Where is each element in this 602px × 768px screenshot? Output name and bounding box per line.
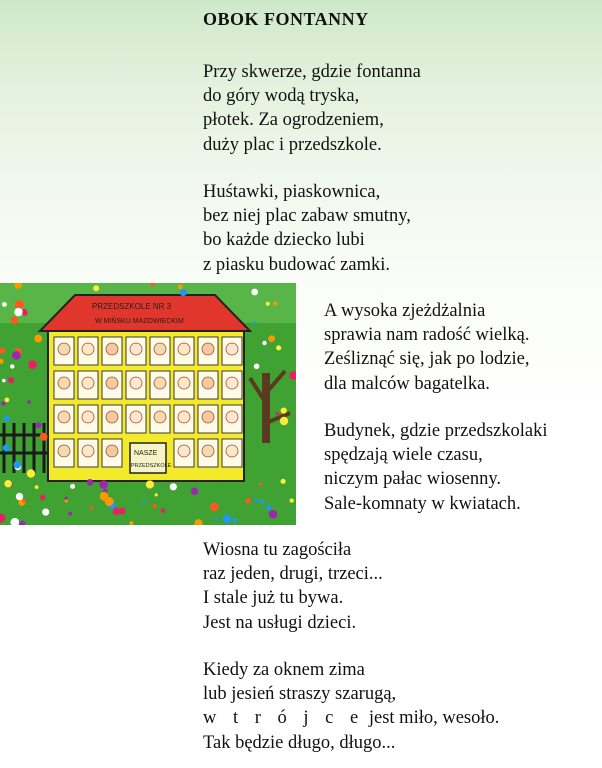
flower <box>3 444 10 451</box>
flower <box>8 377 14 383</box>
child-face <box>82 377 94 389</box>
flower <box>281 479 286 484</box>
verse-line: sprawia nam radość wielką. <box>324 325 530 346</box>
flower <box>113 508 120 515</box>
flower <box>245 498 251 504</box>
flower <box>13 461 21 469</box>
verse-line: Sale-komnaty w kwiatach. <box>324 493 521 514</box>
flower <box>223 514 232 523</box>
flower <box>11 316 19 324</box>
child-face <box>154 377 166 389</box>
flower <box>27 469 35 477</box>
flower <box>191 488 198 495</box>
flower <box>10 364 14 368</box>
flower <box>143 500 146 503</box>
flower <box>251 289 258 296</box>
flower <box>68 512 72 516</box>
child-face <box>154 343 166 355</box>
flower <box>12 351 21 360</box>
verse-line: dla malców bagatelka. <box>324 373 490 394</box>
flower <box>70 484 75 489</box>
child-face <box>58 377 70 389</box>
flower <box>4 480 11 487</box>
flower <box>15 302 19 306</box>
child-face <box>178 343 190 355</box>
verse-line: z piasku budować zamki. <box>203 254 390 275</box>
flower <box>90 506 93 509</box>
flower <box>16 493 23 500</box>
child-face <box>202 445 214 457</box>
flower <box>253 321 256 324</box>
flower <box>281 408 287 414</box>
flower <box>5 398 10 403</box>
stanza-1 <box>203 60 421 157</box>
child-face <box>226 445 238 457</box>
child-face <box>106 411 118 423</box>
verse-line: A wysoka zjeżdżalnia <box>324 301 486 321</box>
child-face <box>106 377 118 389</box>
child-face <box>82 343 94 355</box>
flower <box>262 341 266 345</box>
verse-line: raz jeden, drugi, trzeci... <box>203 564 383 585</box>
stanza-5 <box>203 538 383 635</box>
verse-line: bo każde dziecko lubi <box>203 230 365 251</box>
verse-line: Wiosna tu zagościła <box>203 540 352 560</box>
flower <box>276 345 281 350</box>
flower <box>2 302 7 307</box>
flower <box>36 422 42 428</box>
flower <box>28 360 37 369</box>
child-face <box>202 411 214 423</box>
spaced-word: w t r ó j c e <box>203 708 365 729</box>
flower <box>180 289 187 296</box>
flower <box>65 497 68 500</box>
stanza-2 <box>203 180 411 277</box>
flower <box>2 379 6 383</box>
child-face <box>178 445 190 457</box>
verse-line: spędzają wiele czasu, <box>324 445 483 466</box>
child-face <box>202 343 214 355</box>
verse-line: niczym pałac wiosenny. <box>324 469 502 490</box>
flower <box>40 433 48 441</box>
flower <box>22 310 27 315</box>
child-face <box>226 343 238 355</box>
child-face <box>178 411 190 423</box>
flower <box>266 302 270 306</box>
flower <box>290 498 294 502</box>
flower <box>266 505 271 510</box>
child-face <box>154 411 166 423</box>
flower <box>269 510 278 519</box>
flower <box>93 285 99 291</box>
verse-line: Jest na usługi dzieci. <box>203 612 357 633</box>
child-face <box>130 411 142 423</box>
sign-text-2: PRZEDSZKOLE <box>131 463 172 469</box>
child-face <box>58 445 70 457</box>
verse-line: Przy skwerze, gdzie fontanna <box>203 62 421 82</box>
flower <box>100 492 109 501</box>
flower <box>27 400 31 404</box>
verse-line: lub jesień straszy szarugą, <box>203 684 397 705</box>
flower <box>214 517 217 520</box>
child-face <box>82 445 94 457</box>
flower <box>35 485 39 489</box>
flower <box>146 480 154 488</box>
sign-text-1: NASZE <box>134 450 158 457</box>
flower <box>161 508 166 513</box>
roof-text-1: PRZEDSZKOLE NR 3 <box>92 302 172 311</box>
child-face <box>58 343 70 355</box>
child-face <box>58 411 70 423</box>
flower <box>259 483 262 486</box>
verse-line <box>203 706 499 730</box>
flower <box>4 416 10 422</box>
flower <box>152 504 156 508</box>
flower <box>178 285 183 290</box>
verse-line: Ześliznąć się, jak po lodzie, <box>324 349 530 370</box>
verse-line: duży plac i przedszkole. <box>203 134 382 155</box>
kindergarten-drawing <box>0 283 296 525</box>
child-face <box>82 411 94 423</box>
flower <box>254 364 260 370</box>
child-face <box>202 377 214 389</box>
stanza-4 <box>324 419 547 516</box>
flower <box>170 483 177 490</box>
child-face <box>106 445 118 457</box>
drawing-canvas <box>0 283 296 525</box>
verse-line: I stale już tu bywa. <box>203 588 344 609</box>
child-face <box>130 377 142 389</box>
child-face <box>106 343 118 355</box>
flower <box>280 417 288 425</box>
flower <box>233 518 238 523</box>
verse-line: Kiedy za oknem zima <box>203 660 365 680</box>
roof-text-2: W MIŃSKU MAZOWIECKIM <box>95 318 184 325</box>
flower <box>87 479 94 486</box>
flower <box>23 499 27 503</box>
flower <box>40 495 45 500</box>
flower <box>42 509 49 516</box>
flower <box>268 335 275 342</box>
child-face <box>178 377 190 389</box>
flower <box>210 503 219 512</box>
verse-line: Tak będzie długo, długo... <box>203 732 396 753</box>
flower <box>155 493 158 496</box>
flower <box>14 308 22 316</box>
verse-line: Budynek, gdzie przedszkolaki <box>324 421 548 441</box>
verse-line: płotek. Za ogrodzeniem, <box>203 110 384 131</box>
stanza-6 <box>203 658 499 755</box>
flower <box>99 480 108 489</box>
flower <box>273 302 277 306</box>
poem-title: OBOK FONTANNY <box>203 9 369 29</box>
child-face <box>130 343 142 355</box>
verse-line: bez niej plac zabaw smutny, <box>203 206 411 227</box>
flower <box>276 412 279 415</box>
stanza-3 <box>324 299 529 396</box>
flower <box>34 335 42 343</box>
verse-line: do góry wodą tryska, <box>203 86 360 107</box>
child-face <box>226 411 238 423</box>
child-face <box>226 377 238 389</box>
flower <box>260 500 264 504</box>
verse-line-rest: jest miło, wesoło. <box>368 708 500 729</box>
flower <box>1 401 5 405</box>
flower <box>254 499 258 503</box>
verse-line: Huśtawki, piaskownica, <box>203 182 381 202</box>
